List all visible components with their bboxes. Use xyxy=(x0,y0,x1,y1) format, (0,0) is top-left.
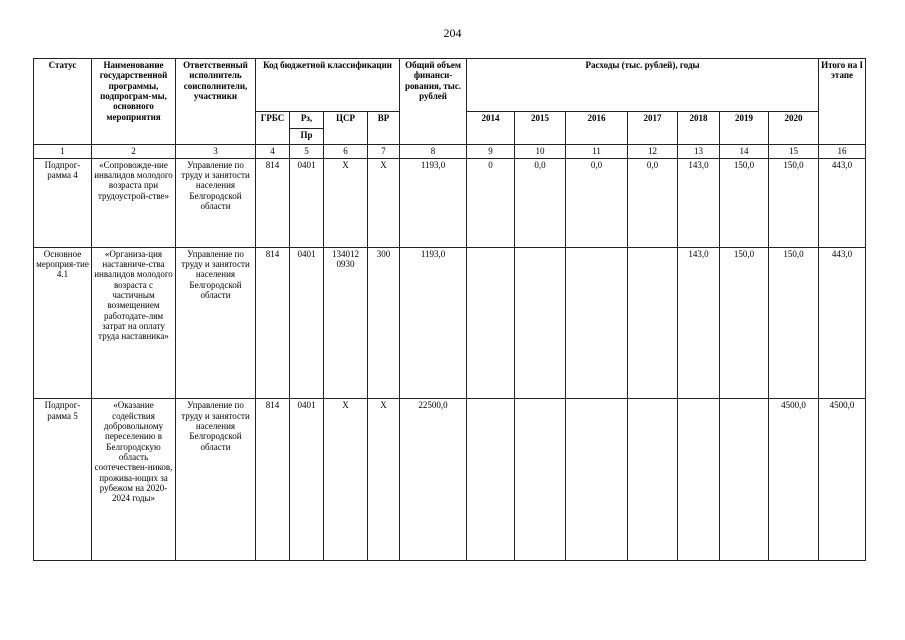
header-total: Общий объем финанси-рования, тыс. рублей xyxy=(400,59,467,145)
header-vr: ВР xyxy=(368,112,400,145)
header-budget-code: Код бюджетной классификации xyxy=(256,59,400,112)
cell-total: 1193,0 xyxy=(400,247,467,399)
col-number: 6 xyxy=(324,144,368,158)
col-number: 8 xyxy=(400,144,467,158)
header-year-2018: 2018 xyxy=(678,112,720,145)
col-number: 5 xyxy=(290,144,324,158)
cell-2016 xyxy=(566,247,628,399)
header-year-2020: 2020 xyxy=(769,112,819,145)
header-responsible: Ответственный исполнитель соисполнители, участники xyxy=(176,59,256,145)
cell-status: Основное мероприя-тие 4.1 xyxy=(34,247,92,399)
cell-2017 xyxy=(628,247,678,399)
header-row-1 xyxy=(34,59,866,112)
cell-2014 xyxy=(467,399,515,561)
cell-status: Подпрог-рамма 4 xyxy=(34,158,92,247)
header-status: Статус xyxy=(34,59,92,145)
cell-2018 xyxy=(678,399,720,561)
page-number: 204 xyxy=(443,26,462,40)
budget-table xyxy=(33,58,866,561)
cell-2016: 0,0 xyxy=(566,158,628,247)
cell-2019: 150,0 xyxy=(720,247,769,399)
cell-2020: 4500,0 xyxy=(769,399,819,561)
col-number: 11 xyxy=(566,144,628,158)
cell-total: 22500,0 xyxy=(400,399,467,561)
header-year-2016: 2016 xyxy=(566,112,628,145)
cell-stage-total: 443,0 xyxy=(819,158,866,247)
cell-2015 xyxy=(515,399,566,561)
cell-2020: 150,0 xyxy=(769,158,819,247)
col-number: 1 xyxy=(34,144,92,158)
col-number: 3 xyxy=(176,144,256,158)
col-number: 10 xyxy=(515,144,566,158)
cell-2019: 150,0 xyxy=(720,158,769,247)
cell-vr: 300 xyxy=(368,247,400,399)
cell-rz: 0401 xyxy=(290,158,324,247)
header-stage-total: Итого на I этапе xyxy=(819,59,866,145)
col-number: 13 xyxy=(678,144,720,158)
cell-csr: Х xyxy=(324,158,368,247)
cell-2017 xyxy=(628,399,678,561)
header-year-2017: 2017 xyxy=(628,112,678,145)
cell-2017: 0,0 xyxy=(628,158,678,247)
cell-csr: Х xyxy=(324,399,368,561)
cell-responsible: Управление по труду и занятости населения Белгородской области xyxy=(176,399,256,561)
header-grbs: ГРБС xyxy=(256,112,290,145)
header-year-2015: 2015 xyxy=(515,112,566,145)
cell-total: 1193,0 xyxy=(400,158,467,247)
cell-rz: 0401 xyxy=(290,399,324,561)
table-row xyxy=(34,158,866,247)
col-number: 2 xyxy=(92,144,176,158)
cell-2015 xyxy=(515,247,566,399)
header-rz: Рз, xyxy=(290,112,324,128)
cell-name: «Оказание содействия добровольному переселению в Белгородскую область соотечествен-ников, прожива-ющих за рубежом на 2020-2024 годы» xyxy=(92,399,176,561)
cell-stage-total: 4500,0 xyxy=(819,399,866,561)
cell-csr: 134012 0930 xyxy=(324,247,368,399)
header-csr: ЦСР xyxy=(324,112,368,145)
col-number: 7 xyxy=(368,144,400,158)
cell-2014 xyxy=(467,247,515,399)
header-expenses: Расходы (тыс. рублей), годы xyxy=(467,59,819,112)
cell-grbs: 814 xyxy=(256,247,290,399)
table-row xyxy=(34,399,866,561)
table-row xyxy=(34,247,866,399)
cell-2018: 143,0 xyxy=(678,247,720,399)
cell-2015: 0,0 xyxy=(515,158,566,247)
header-year-2019: 2019 xyxy=(720,112,769,145)
col-number: 12 xyxy=(628,144,678,158)
cell-2019 xyxy=(720,399,769,561)
cell-name: «Сопровожде-ние инвалидов молодого возраста при трудоустрой-стве» xyxy=(92,158,176,247)
cell-rz: 0401 xyxy=(290,247,324,399)
cell-responsible: Управление по труду и занятости населения Белгородской области xyxy=(176,158,256,247)
header-year-2014: 2014 xyxy=(467,112,515,145)
cell-vr: Х xyxy=(368,399,400,561)
col-number: 15 xyxy=(769,144,819,158)
cell-status: Подпрог-рамма 5 xyxy=(34,399,92,561)
col-number: 16 xyxy=(819,144,866,158)
header-name: Наименование государственной программы, подпрограм-мы, основного мероприятия xyxy=(92,59,176,145)
cell-stage-total: 443,0 xyxy=(819,247,866,399)
cell-2018: 143,0 xyxy=(678,158,720,247)
cell-name: «Организа-ция наставниче-ства инвалидов молодого возраста с частичным возмещением работодате-лям затрат на оплату труда наставника» xyxy=(92,247,176,399)
cell-responsible: Управление по труду и занятости населения Белгородской области xyxy=(176,247,256,399)
cell-grbs: 814 xyxy=(256,158,290,247)
cell-grbs: 814 xyxy=(256,399,290,561)
header-pr: Пр xyxy=(290,128,324,144)
col-number: 4 xyxy=(256,144,290,158)
column-number-row xyxy=(34,144,866,158)
cell-2016 xyxy=(566,399,628,561)
col-number: 9 xyxy=(467,144,515,158)
cell-2014: 0 xyxy=(467,158,515,247)
cell-2020: 150,0 xyxy=(769,247,819,399)
cell-vr: Х xyxy=(368,158,400,247)
col-number: 14 xyxy=(720,144,769,158)
